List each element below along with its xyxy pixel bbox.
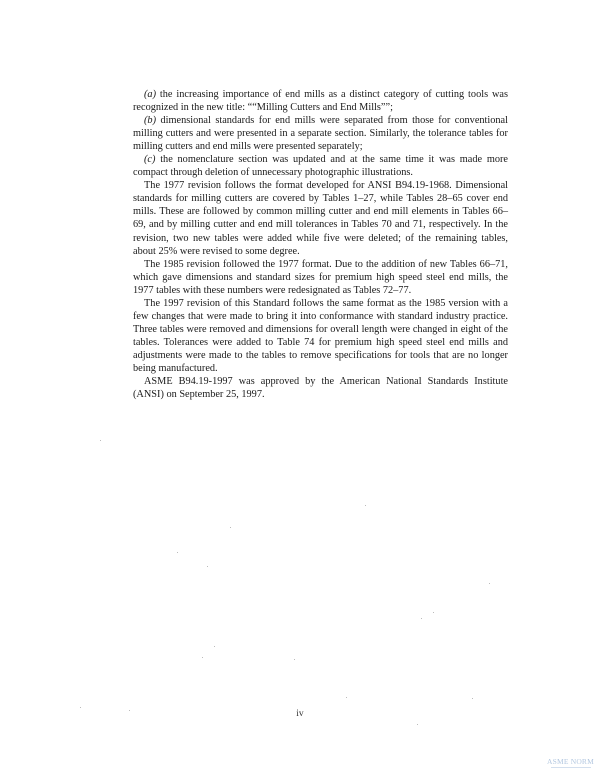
paragraph-1997-revision: The 1997 revision of this Standard follows the same format as the 1985 version with a few changes that were made to bring it into conformance with standard industry practice. Three tables were removed and dimensions for overall length were changed in eight of the tables. Tolerances were added to Table 74 for premium high speed steel end mills and adjustments were made to the tables to remove specifications for tools that are no longer being manufactured. (133, 297, 508, 374)
paragraph-text: dimensional standards for end mills were separated from those for conventional milling cutters and were presented in a separate section. Similarly, the tolerance tables for milling cutters and end mills were presented separately; (133, 115, 508, 153)
paragraph-text: the nomenclature section was updated and at the same time it was made more compact through deletion of unnecessary photographic illustrations. (133, 154, 508, 179)
paragraph-text: the increasing importance of end mills as a distinct category of cutting tools was recognized in the new title: ““Milling Cutters and End Mills””; (133, 89, 508, 114)
scan-speck (214, 646, 215, 647)
watermark-text: ASME NORM (546, 757, 595, 766)
scan-speck (472, 698, 473, 699)
scan-speck (100, 440, 101, 441)
scan-speck (417, 724, 418, 725)
scan-speck (489, 583, 490, 584)
item-label-a: (a) (144, 89, 157, 100)
item-label-b: (b) (144, 115, 157, 127)
foreword-body (133, 88, 508, 401)
scan-speck (207, 566, 208, 567)
scan-speck (230, 527, 231, 528)
scan-speck (202, 657, 203, 658)
scan-speck (294, 659, 295, 660)
paragraph-1977-revision: The 1977 revision follows the format developed for ANSI B94.19-1968. Dimensional standards for milling cutters are covered by Tables 1–27, while Tables 28–65 cover end mills. These are followed by common milling cutter and end mill elements in Tables 66–69, and by milling cutter and end mill tolerances in Tables 70 and 71, respectively. In the revision, two new tables were added while five were deleted; of the remaining tables, about 25% were revised to some degree. (133, 180, 508, 257)
page-number: iv (296, 709, 304, 719)
paragraph-item-b (133, 114, 508, 153)
watermark-logo (543, 757, 598, 770)
scan-speck (80, 707, 81, 708)
scan-speck (177, 552, 178, 553)
scan-speck (421, 618, 422, 619)
paragraph-approval: ASME B94.19-1997 was approved by the American National Standards Institute (ANSI) on September 25, 1997. (133, 376, 508, 401)
watermark-underline (551, 767, 591, 770)
scan-speck (346, 697, 347, 698)
scan-speck (365, 505, 366, 506)
item-label-c: (c) (144, 154, 156, 166)
scan-speck (433, 612, 434, 613)
paragraph-1985-revision: The 1985 revision followed the 1977 format. Due to the addition of new Tables 66–71, which gave dimensions and standard sizes for premium high speed steel end mills, the 1977 tables with these numbers were redesignated as Tables 72–77. (133, 258, 508, 296)
paragraph-item-c (133, 153, 508, 179)
paragraph-item-a (133, 88, 508, 114)
